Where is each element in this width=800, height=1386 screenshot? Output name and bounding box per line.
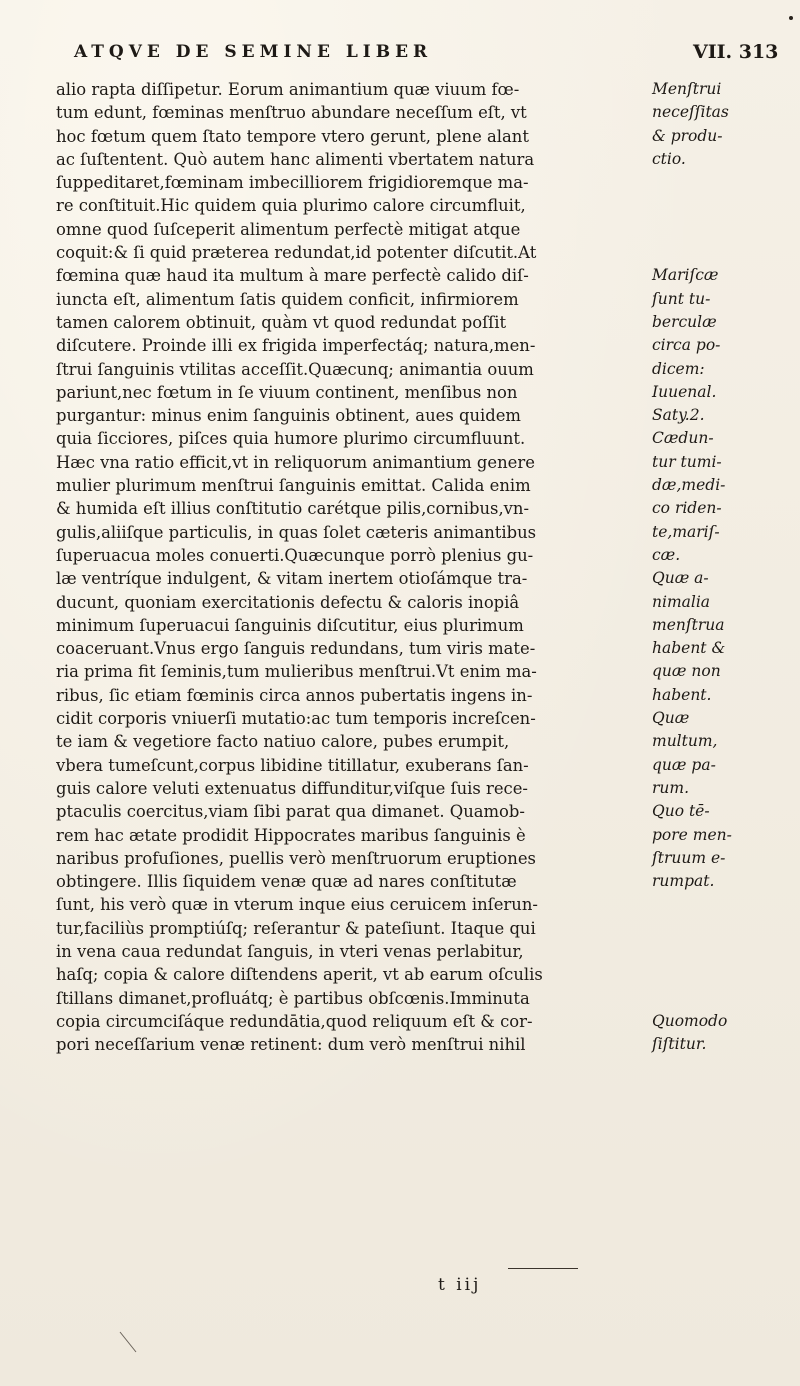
text-line: ſtrui ſanguinis vtilitas acceſſit.Quæcunq; animantia ouum [56, 359, 534, 379]
page-number: VII. 313 [693, 41, 779, 63]
text-line: copia circumciſáque redundātia,quod reliquum eſt & cor- [56, 1011, 533, 1031]
margin-note-line [652, 940, 798, 963]
margin-note-line [652, 987, 798, 1010]
text-line: ria prima fit ſeminis,tum mulieribus menſtrui.Vt enim ma- [56, 662, 537, 682]
margin-note-line: Saty.2. [652, 406, 705, 425]
margin-note-line: Quo tē- [652, 802, 710, 821]
margin-notes [652, 78, 798, 1056]
margin-note-line: Menſtrui [652, 80, 722, 98]
margin-note-line: dæ,medi- [652, 476, 726, 495]
text-line: quia ſicciores, piſces quia humore plurimo circumfluunt. [56, 429, 526, 449]
text-line: haſq; copia & calore diſtendens aperit, vt ab earum oſculis [56, 965, 543, 985]
margin-note-line: te,mariſ- [652, 522, 720, 541]
text-line: fœmina quæ haud ita multum à mare perfectè calido diſ- [56, 266, 529, 286]
margin-note-line: quæ pa- [652, 755, 716, 774]
margin-note-line: ſunt tu- [652, 289, 711, 308]
text-line: ptaculis coercitus,viam ſibi parat qua dimanet. Quamob- [56, 802, 525, 822]
margin-note-line: Mariſcæ [652, 266, 719, 285]
margin-note-line: cæ. [652, 545, 681, 564]
text-line: Hæc vna ratio efficit,vt in reliquorum animantium genere [56, 452, 535, 472]
margin-note-line [652, 194, 798, 217]
text-line: tum edunt, fœminas menſtruo abundare neceſſum eſt, vt [56, 103, 527, 123]
margin-note-line: co riden- [652, 499, 722, 518]
corner-dot [789, 16, 793, 20]
margin-note-line: neceſſitas [652, 103, 729, 122]
margin-note-line: rumpat. [652, 872, 715, 891]
margin-note-line [652, 893, 798, 916]
text-line: mulier plurimum menſtrui ſanguinis emittat. Calida enim [56, 476, 531, 496]
margin-note-line: dicem: [652, 359, 705, 378]
text-line: ſuperuacua moles conuerti.Quæcunque porrò plenius gu- [56, 545, 534, 565]
margin-note-line: pore men- [652, 825, 732, 844]
text-line: ſtillans dimanet,profluátq; è partibus obſcœnis.Imminuta [56, 988, 530, 1008]
text-line: minimum ſuperuacui ſanguinis diſcutitur, eius plurimum [56, 615, 524, 635]
text-line: purgantur: minus enim ſanguinis obtinent, aues quidem [56, 406, 521, 426]
text-line: pori neceſſarium venæ retinent: dum verò menſtrui nihil [56, 1035, 526, 1055]
text-line: obtingere. Illis ſiquidem venæ quæ ad nares conſtitutæ [56, 872, 517, 892]
text-line: ac ſuſtentent. Quò autem hanc alimenti vbertatem natura [56, 149, 535, 169]
margin-note-line: nimalia [652, 592, 711, 611]
text-line: diſcutere. Proinde illi ex frigida imperfectáq; natura,men- [56, 336, 536, 356]
margin-note-line: Quæ [652, 709, 690, 728]
margin-note-line: berculæ [652, 312, 717, 331]
text-line: gulis,aliiſque particulis, in quas ſolet cæteris animantibus [56, 522, 537, 542]
body-text [56, 78, 648, 1056]
margin-note-line: quæ non [652, 662, 721, 681]
text-line: cidit corporis vniuerſi mutatio:ac tum temporis increſcen- [56, 709, 536, 729]
margin-note-line [652, 963, 798, 986]
text-line: pariunt,nec fœtum in ſe viuum continent, menſibus non [56, 382, 518, 402]
text-line: te iam & vegetiore facto natiuo calore, pubes erumpit, [56, 732, 510, 752]
text-line: ſunt, his verò quæ in vterum inque eius ceruicem inſerun- [56, 895, 538, 915]
margin-note-line: habent & [652, 639, 726, 658]
margin-note-line: multum, [652, 732, 718, 751]
margin-note-line [652, 241, 798, 264]
margin-note-line: Quæ a- [652, 569, 709, 588]
margin-note-line: Cædun- [652, 429, 714, 448]
text-line: in vena caua redundat ſanguis, in vteri venas perlabitur, [56, 941, 524, 961]
text-line: naribus profuſiones, puellis verò menſtruorum eruptiones [56, 848, 536, 868]
margin-note-line: menſtrua [652, 615, 725, 634]
text-line: & humida eſt illius conſtitutio carétque pilis,cornibus,vn- [56, 499, 530, 519]
margin-note-line: Quomodo [652, 1011, 728, 1030]
margin-note-line: ſtruum e- [652, 848, 726, 867]
text-line: omne quod ſuſceperit alimentum perfectè mitigat atque [56, 219, 521, 239]
margin-note-line: rum. [652, 778, 690, 797]
signature-mark: t iij [438, 1275, 482, 1295]
text-line: hoc fœtum quem ſtato tempore vtero gerunt, plene alant [56, 126, 529, 146]
margin-note-line: ctio. [652, 149, 686, 168]
text-line: alio rapta diſſipetur. Eorum animantium quæ viuum fœ- [56, 80, 520, 99]
margin-note-line: habent. [652, 685, 712, 704]
signature-rule [508, 1268, 578, 1269]
margin-note-line: ſiſtitur. [652, 1035, 707, 1054]
text-line: ducunt, quoniam exercitationis defectu & caloris inopiâ [56, 592, 520, 612]
text-line: guis calore veluti extenuatus diffunditur,viſque ſuis rece- [56, 778, 528, 798]
corner-stroke-mark [118, 1330, 138, 1354]
text-line: vbera tumeſcunt,corpus libidine titillatur, exuberans ſan- [56, 755, 529, 775]
text-line: coaceruant.Vnus ergo ſanguis redundans, tum viris mate- [56, 639, 536, 659]
margin-note-line: Iuuenal. [652, 382, 717, 401]
text-line: ribus, ſic etiam fœminis circa annos pubertatis ingens in- [56, 685, 533, 705]
text-line: tamen calorem obtinuit, quàm vt quod redundat poſſit [56, 312, 507, 332]
margin-note-line: circa po- [652, 336, 721, 355]
text-line: iuncta eſt, alimentum ſatis quidem conficit, infirmiorem [56, 289, 519, 309]
margin-note-line: & produ- [652, 126, 723, 145]
margin-note-line [652, 171, 798, 194]
margin-note-line [652, 917, 798, 940]
text-line: rem hac ætate prodidit Hippocrates maribus ſanguinis è [56, 825, 526, 845]
text-line: re conſtituit.Hic quidem quia plurimo calore circumfluit, [56, 196, 526, 216]
running-title: ATQVE DE SEMINE LIBER [74, 42, 433, 62]
text-line: ſuppeditaret,fœminam imbecilliorem frigidioremque ma- [56, 173, 529, 193]
text-line: læ ventríque indulgent, & vitam inertem otioſámque tra- [56, 569, 528, 589]
text-line: coquit:& ſi quid præterea redundat,id potenter diſcutit.At [56, 243, 537, 263]
margin-note-line: tur tumi- [652, 452, 722, 471]
margin-note-line [652, 218, 798, 241]
text-line: tur,faciliùs promptiúſq; reſerantur & pateſiunt. Itaque qui [56, 918, 536, 938]
